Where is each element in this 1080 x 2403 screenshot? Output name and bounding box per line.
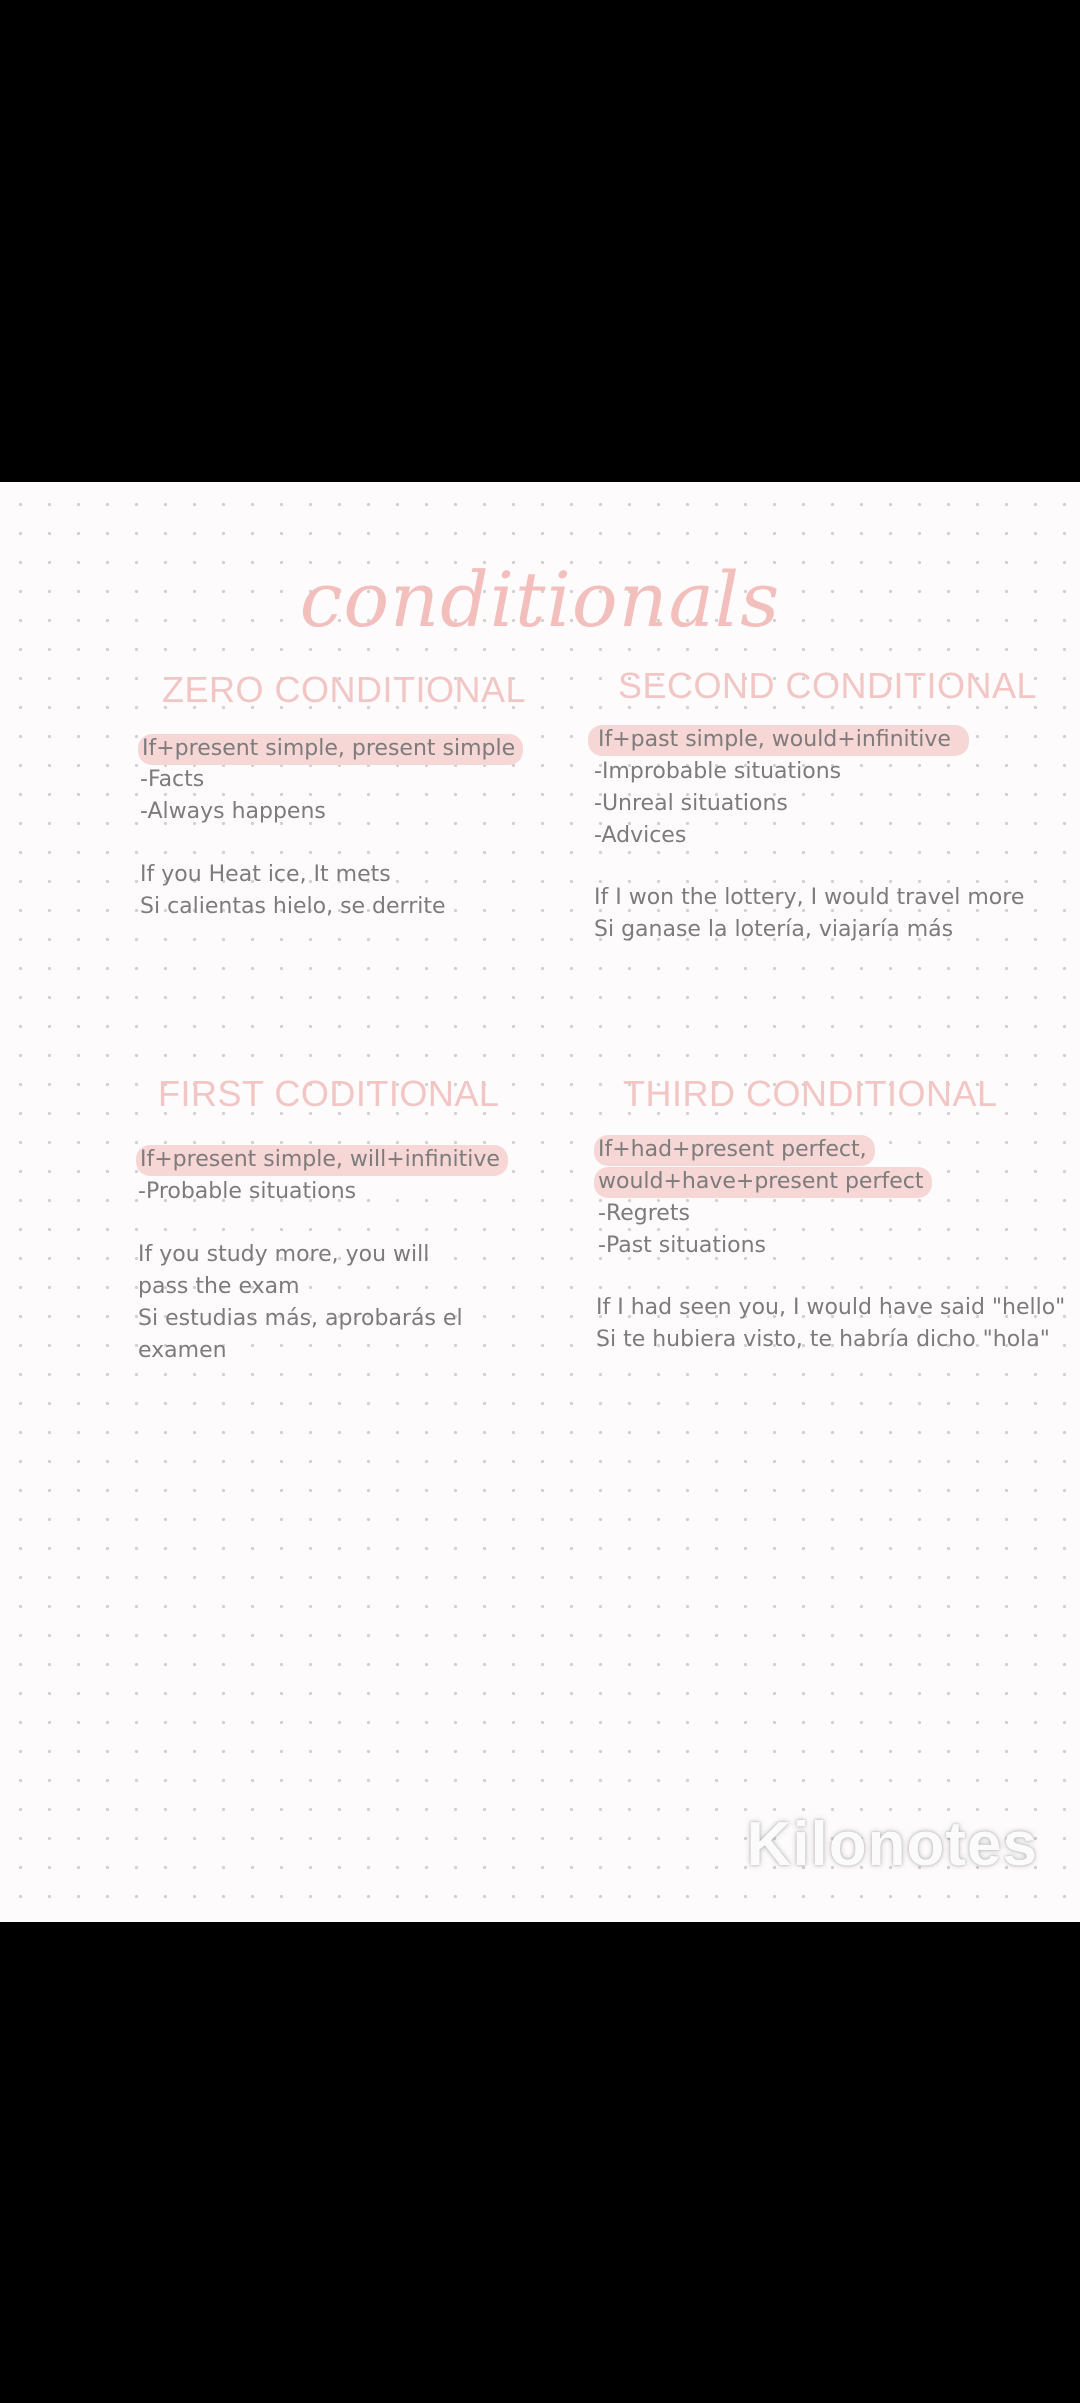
second-conditional-rule: If+past simple, would+infinitive <box>588 729 969 751</box>
zero-conditional-rule: If+present simple, present simple <box>138 738 523 760</box>
zero-conditional-heading: ZERO CONDITIONAL <box>162 669 527 710</box>
zero-conditional-use-2: -Always happens <box>140 799 326 824</box>
third-conditional-use-1: -Regrets <box>598 1201 690 1226</box>
page-title: conditionals <box>299 555 781 644</box>
first-conditional-heading: FIRST CODITIONAL <box>158 1073 500 1114</box>
second-conditional-heading: SECOND CONDITIONAL <box>618 665 1038 706</box>
zero-conditional-example-es: Si calientas hielo, se derrite <box>140 894 446 919</box>
third-conditional-example-es: Si te hubiera visto, te habría dicho "hola" <box>596 1327 1050 1352</box>
first-conditional-use-1: -Probable situations <box>138 1179 357 1204</box>
first-conditional-example-es-1: Si estudias más, aprobarás el <box>138 1306 463 1331</box>
second-conditional-example-en: If I won the lottery, I would travel more <box>594 885 1025 910</box>
second-conditional-use-2: -Unreal situations <box>594 791 788 816</box>
third-conditional-rule-2: would+have+present perfect <box>594 1171 932 1193</box>
first-conditional-example-es-2: examen <box>138 1338 227 1363</box>
first-conditional-example-en-1: If you study more, you will <box>138 1242 430 1267</box>
second-conditional-use-1: -Improbable situations <box>594 759 842 784</box>
second-conditional-use-3: -Advices <box>594 823 687 848</box>
third-conditional-rule-1: If+had+present perfect, <box>594 1139 875 1161</box>
zero-conditional-use-1: -Facts <box>140 767 205 792</box>
note-page[interactable] <box>0 482 1080 1922</box>
first-conditional-example-en-2: pass the exam <box>138 1274 300 1299</box>
third-conditional-heading: THIRD CONDITIONAL <box>623 1073 998 1114</box>
kilonotes-watermark: Kilonotes <box>746 1810 1038 1879</box>
first-conditional-rule: If+present simple, will+infinitive <box>136 1149 508 1171</box>
third-conditional-use-2: -Past situations <box>598 1233 767 1258</box>
zero-conditional-example-en: If you Heat ice, It mets <box>140 862 391 887</box>
second-conditional-example-es: Si ganase la lotería, viajaría más <box>594 917 954 942</box>
third-conditional-example-en: If I had seen you, I would have said "hello" <box>596 1295 1066 1320</box>
